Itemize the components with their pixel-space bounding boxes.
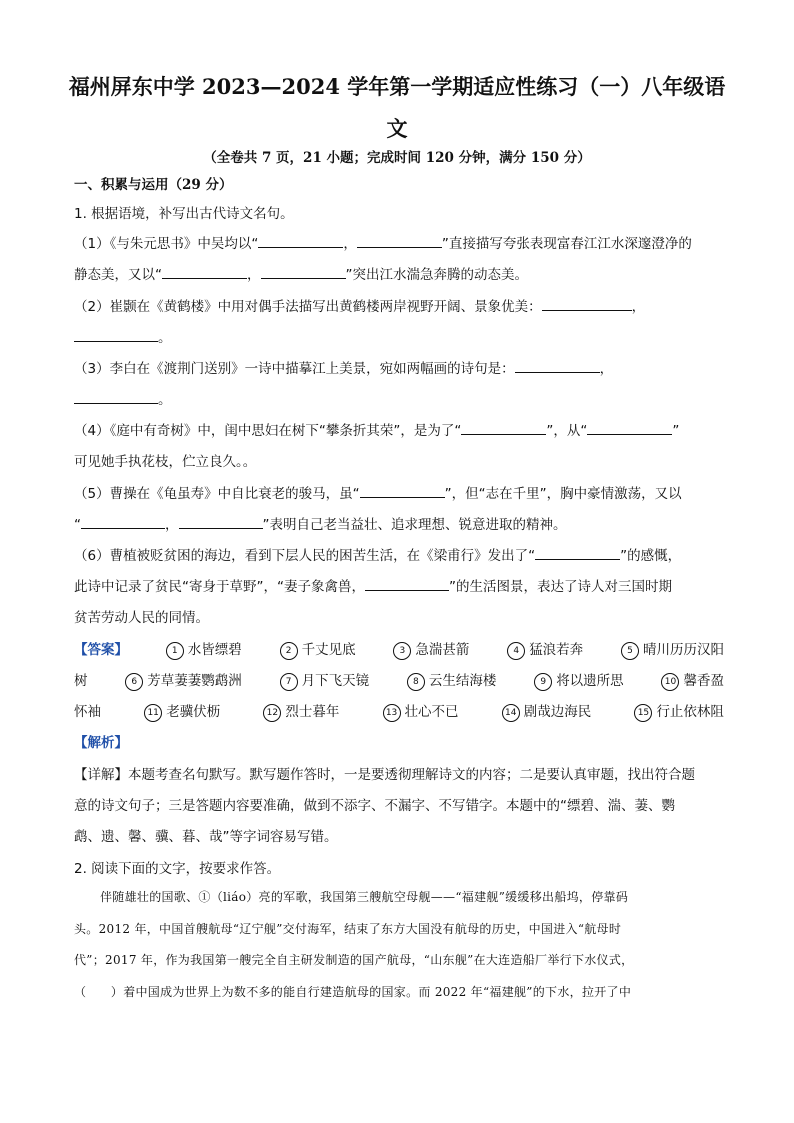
answer-item: 9 将以遗所思: [534, 669, 624, 691]
answer-blank[interactable]: [179, 527, 263, 529]
q1-part3-line1: （3）李白在《渡荆门送别》一诗中描摹江上美景，宛如两幅画的诗句是： ，: [74, 361, 614, 377]
answer-item: 4 猛浪若奔: [507, 638, 583, 660]
q1-part6-line2: 此诗中记录了贫民“寄身于草野”，“妻子象禽兽， ”的生活图景，表达了诗人对三国时期: [74, 579, 672, 595]
answer-blank[interactable]: [515, 371, 600, 373]
answer-blank[interactable]: [261, 277, 346, 279]
answer-blank[interactable]: [74, 402, 158, 404]
analysis-detail-line1: 【详解】本题考查名句默写。默写题作答时，一是要透彻理解诗文的内容；二是要认真审题，找出符合题: [74, 767, 695, 783]
answer-item: 2 千丈见底: [280, 638, 356, 660]
passage-line: 伴随雄壮的国歌、①（liáo）亮的军歌，我国第三艘航空母舰——“福建舰”缓缓移出船坞，停靠码: [100, 890, 629, 904]
answer-blank[interactable]: [535, 558, 620, 560]
answer-item: 8 云生结海楼: [407, 669, 497, 691]
answer-blank[interactable]: [357, 246, 442, 248]
answer-blank[interactable]: [81, 527, 165, 529]
q1-part6-line1: （6）曹植被贬贫困的海边，看到下层人民的困苦生活，在《梁甫行》发出了“ ”的感慨，: [74, 548, 682, 564]
analysis-label: 【解析】: [74, 735, 128, 751]
q1-part6-line3: 贫苦劳动人民的同情。: [74, 610, 209, 626]
q1-part1-line2: 静态美，又以“ ， ”突出江水湍急奔腾的动态美。: [74, 267, 528, 283]
answer-row-3: [74, 700, 724, 722]
answer-blank[interactable]: [360, 496, 445, 498]
answer-item: 12 烈士暮年: [263, 700, 339, 722]
passage-line: 头。2012 年，中国首艘航母“辽宁舰”交付海军，结束了东方大国没有航母的历史，中国进入“航母时: [74, 922, 622, 936]
answer-item: 6 芳草萋萋鹦鹉洲: [125, 669, 242, 691]
analysis-detail-line3: 鹉、遗、馨、骥、暮、哉”等字词容易写错。: [74, 829, 338, 845]
answer-blank[interactable]: [542, 309, 632, 311]
analysis-detail-line2: 意的诗文句子；三是答题内容要准确，做到不添字、不漏字、不写错字。本题中的“缥碧、湍、萋、鹦: [74, 798, 675, 814]
answer-continuation: 树: [74, 673, 88, 689]
answer-blank[interactable]: [74, 340, 158, 342]
q1-part2-line2: 。: [74, 326, 172, 346]
q1-part4-line1: （4）《庭中有奇树》中，闺中思妇在树下“攀条折其荣”，是为了“ ”，从“ ”: [74, 423, 680, 439]
passage-line: （ ）着中国成为世界上为数不多的能自行建造航母的国家。而 2022 年“福建舰”的下水，拉开了中: [74, 985, 632, 999]
answer-item: 13 壮心不已: [383, 700, 459, 722]
section-heading: 一、积累与运用（29 分）: [74, 177, 233, 193]
answer-item: 10 馨香盈: [661, 669, 724, 691]
answer-row-2: [74, 669, 724, 691]
answer-blank[interactable]: [258, 246, 343, 248]
answer-blank[interactable]: [365, 589, 449, 591]
answer-item: 11 老骥伏枥: [144, 700, 220, 722]
answer-row-1: [74, 638, 724, 660]
answer-item: 1 水皆缥碧: [166, 638, 242, 660]
q1-part2-line1: （2）崔颢在《黄鹤楼》中用对偶手法描写出黄鹤楼两岸视野开阔、景象优美： ，: [74, 299, 646, 315]
q1-part5-line2: “ ， ”表明自己老当益壮、追求理想、锐意进取的精神。: [74, 517, 567, 533]
answer-blank[interactable]: [461, 433, 546, 435]
q1-part1-line1: （1）《与朱元思书》中吴均以“ ， ”直接描写夸张表现富春江江水深邃澄净的: [74, 236, 692, 252]
exam-subtitle: （全卷共 7 页，21 小题；完成时间 120 分钟，满分 150 分）: [203, 150, 591, 166]
passage-line: 代”；2017 年，作为我国第一艘完全自主研发制造的国产航母，“山东舰”在大连造船厂举行下水仪式，: [74, 953, 634, 967]
answer-item: 7 月下飞天镜: [280, 669, 370, 691]
answer-label: 【答案】: [74, 642, 128, 658]
answer-item: 14 剧哉边海民: [502, 700, 592, 722]
answer-continuation: 怀袖: [74, 704, 101, 720]
answer-blank[interactable]: [162, 277, 247, 279]
q1-part5-line1: （5）曹操在《龟虽寿》中自比衰老的骏马，虽“ ”，但“志在千里”，胸中豪情激荡，又以: [74, 486, 682, 502]
question-2-stem: 2. 阅读下面的文字，按要求作答。: [74, 861, 281, 877]
question-1-stem: 1. 根据语境，补写出古代诗文名句。: [74, 206, 294, 222]
q1-part3-line2: 。: [74, 388, 172, 408]
answer-item: 15 行止依林阻: [634, 700, 724, 722]
answer-item: 5 晴川历历汉阳: [621, 638, 724, 660]
answer-blank[interactable]: [587, 433, 672, 435]
q1-part4-line2: 可见她手执花枝，伫立良久。。: [74, 454, 257, 470]
exam-title: 福州屏东中学 2023—2024 学年第一学期适应性练习（一）八年级语文: [68, 74, 726, 141]
answer-item: 3 急湍甚箭: [393, 638, 469, 660]
